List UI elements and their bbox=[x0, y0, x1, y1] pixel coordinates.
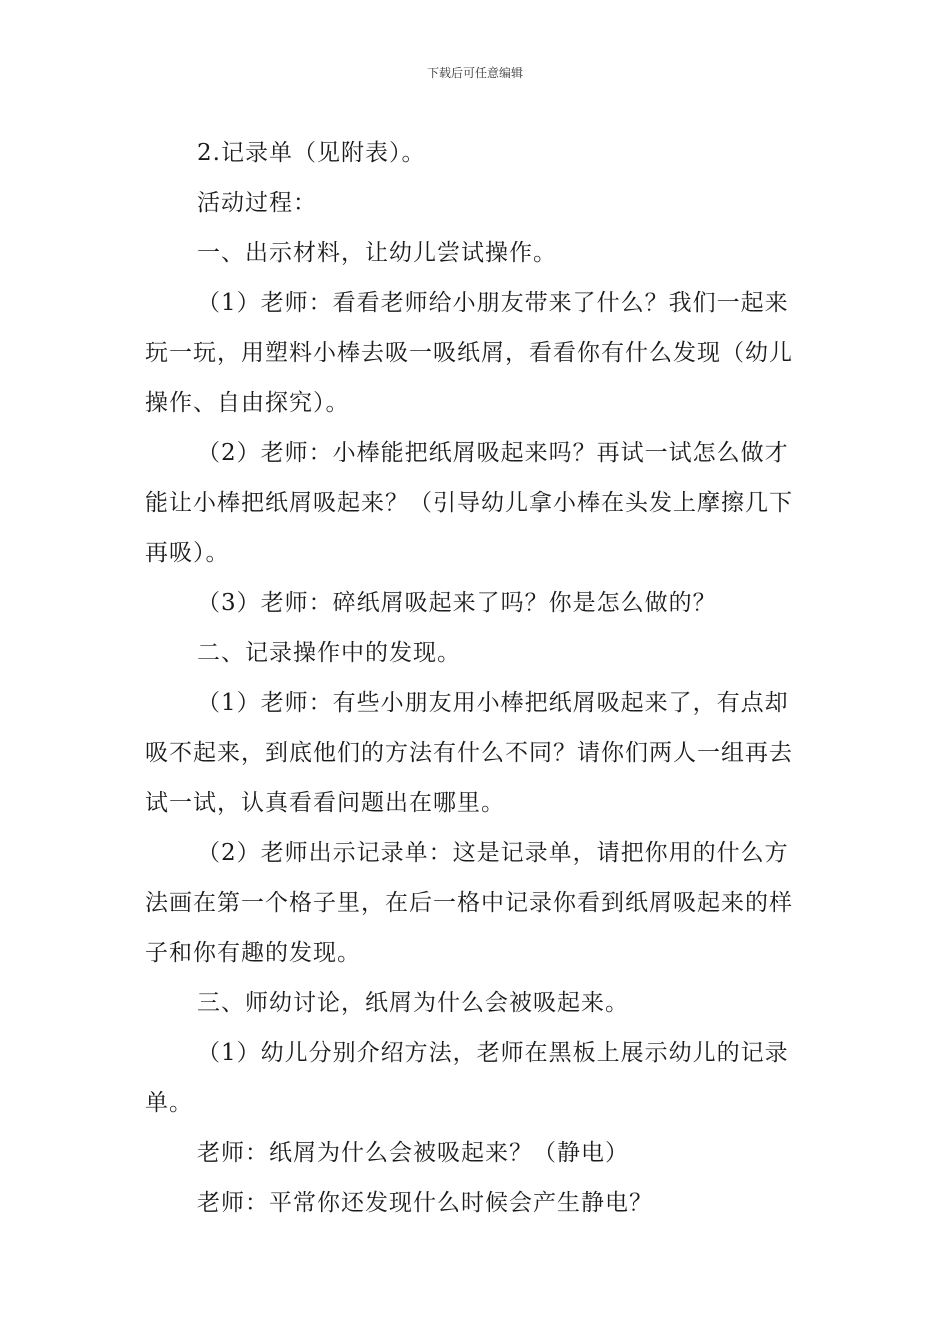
paragraph-step-1-2: （2）老师：小棒能把纸屑吸起来吗？再试一试怎么做才能让小棒把纸屑吸起来？（引导幼儿拿小棒在头发上摩擦几下再吸）。 bbox=[145, 440, 793, 566]
paragraph-teacher-question-1: 老师：纸屑为什么会被吸起来？（静电） bbox=[197, 1140, 629, 1166]
paragraph-teacher-question-2: 老师：平常你还发现什么时候会产生静电？ bbox=[197, 1190, 653, 1216]
page-header: 下载后可任意编辑 bbox=[426, 66, 523, 80]
paragraph-step-2-2: （2）老师出示记录单：这是记录单，请把你用的什么方法画在第一个格子里，在后一格中记录你看到纸屑吸起来的样子和你有趣的发现。 bbox=[145, 840, 793, 966]
paragraph-step-1-1: （1）老师：看看老师给小朋友带来了什么？我们一起来玩一玩，用塑料小棒去吸一吸纸屑，看看你有什么发现（幼儿操作、自由探究）。 bbox=[145, 290, 793, 416]
document-body bbox=[145, 128, 810, 1228]
paragraph-materials-record: 2.记录单（见附表）。 bbox=[197, 140, 426, 166]
paragraph-section-one: 一、出示材料，让幼儿尝试操作。 bbox=[197, 240, 557, 266]
paragraph-step-2-1: （1）老师：有些小朋友用小棒把纸屑吸起来了，有点却吸不起来，到底他们的方法有什么不同？请你们两人一组再去试一试，认真看看问题出在哪里。 bbox=[145, 690, 793, 816]
paragraph-step-3-1: （1）幼儿分别介绍方法，老师在黑板上展示幼儿的记录单。 bbox=[145, 1040, 789, 1116]
paragraph-step-1-3: （3）老师：碎纸屑吸起来了吗？你是怎么做的？ bbox=[197, 590, 717, 616]
paragraph-activity-process: 活动过程： bbox=[197, 190, 317, 216]
paragraph-section-two: 二、记录操作中的发现。 bbox=[197, 640, 461, 666]
paragraph-section-three: 三、师幼讨论，纸屑为什么会被吸起来。 bbox=[197, 990, 629, 1016]
